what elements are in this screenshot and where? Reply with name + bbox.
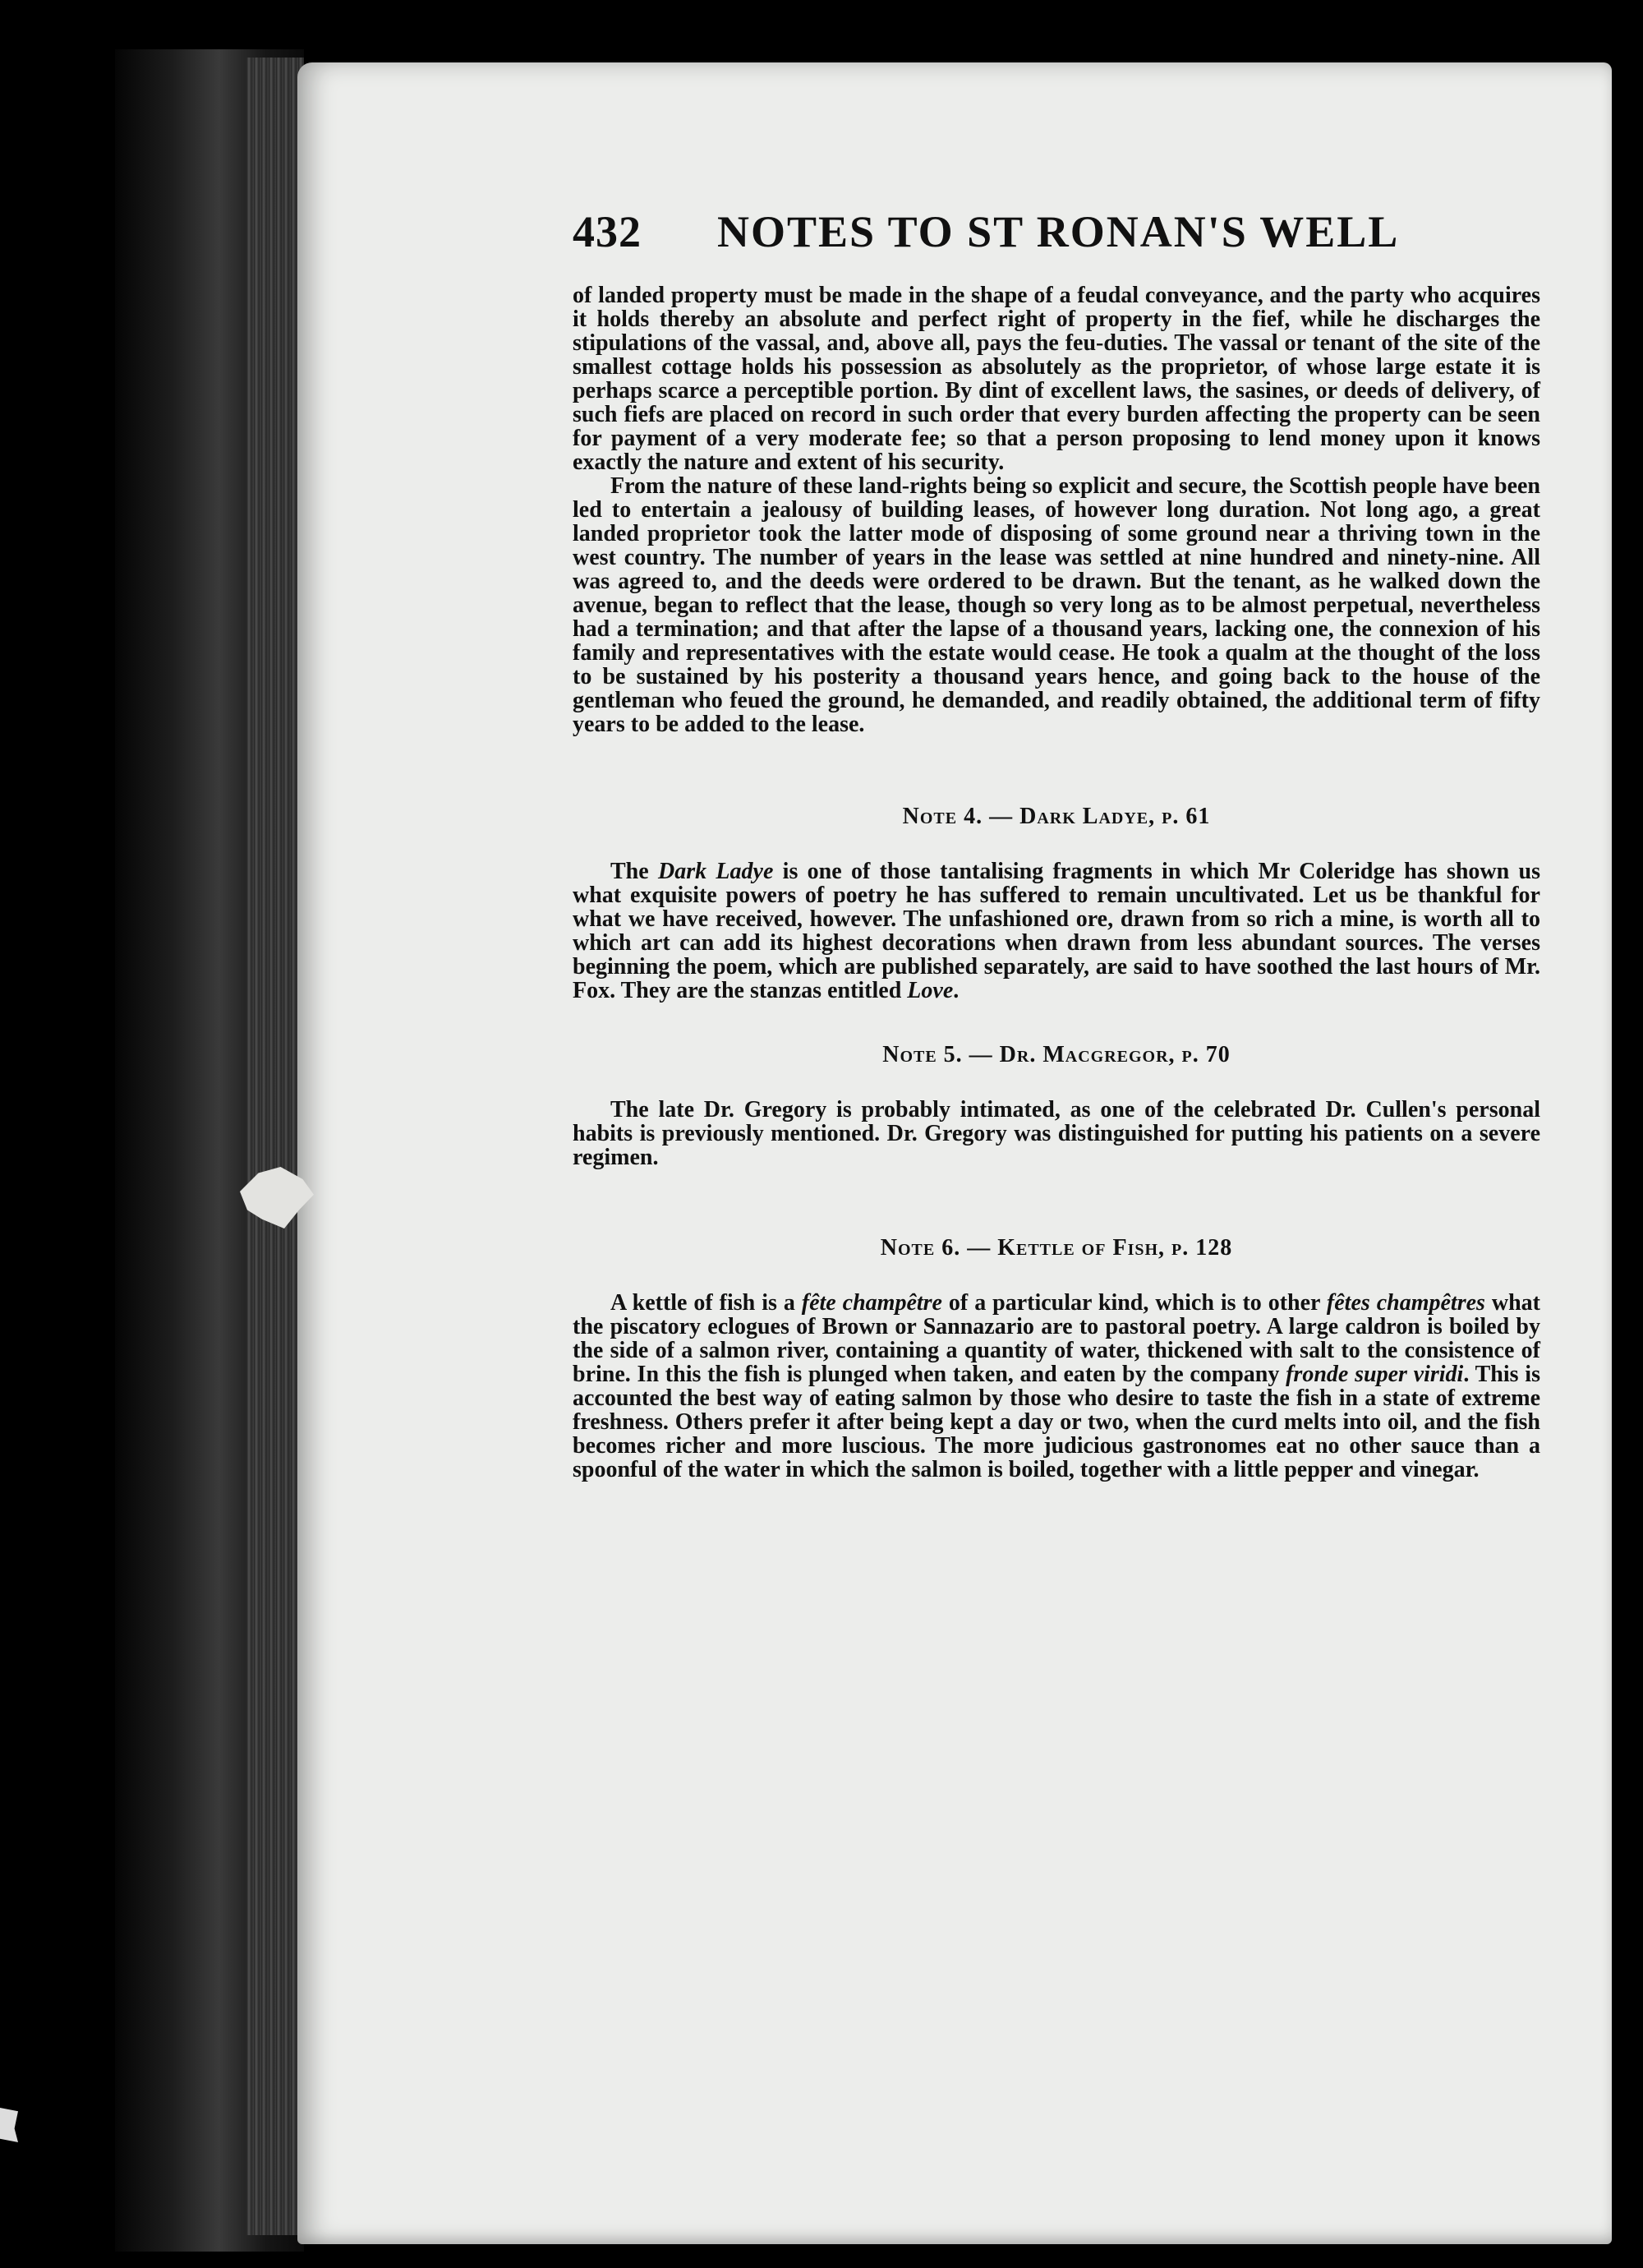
scan-artifact	[0, 2108, 18, 2142]
note-6-text	[573, 1291, 1540, 1482]
page-content	[573, 206, 1540, 1482]
note-4-italic-love: Love	[907, 978, 954, 1003]
note-6-heading: Note 6. — Kettle of Fish, p. 128	[880, 1235, 1233, 1261]
note-6-italic-fetes-champetres: fêtes champêtres	[1326, 1290, 1485, 1316]
paragraph-landed-property: of landed property must be made in the shape of a feudal conveyance, and the party who acquires it holds thereby an absolute and perfect right of property in the fief, while he discharges the stipulations of the vassal, and, above all, pays the feu-duties. The vassal or tenant of the site of the smallest cottage holds his possession as absolutely as the proprietor, of whose large estate it is perhaps scarce a perceptible portion. By dint of excellent laws, the sasines, or deeds of delivery, of such fiefs are placed on record in such order that every burden affecting the property can be seen for payment of a very moderate fee; so that a person proposing to lend money upon it knows exactly the nature and extent of his security.	[573, 283, 1540, 475]
paragraph-land-rights: From the nature of these land-rights being so explicit and secure, the Scottish people have been led to entertain a jealousy of building leases, of however long duration. Not long ago, a great landed proprietor took the latter mode of disposing of some ground near a thriving town in the west country. The number of years in the lease was settled at nine hundred and ninety-nine. All was agreed to, and the deeds were ordered to be drawn. But the tenant, as he walked down the avenue, began to reflect that the lease, though so very long as to be almost perpetual, nevertheless had a termination; and that after the lapse of a thousand years, lacking one, the connexion of his family and representatives with the estate would cease. He took a qualm at the thought of the loss to be sustained by his posterity a thousand years hence, and going back to the house of the gentleman who feued the ground, he demanded, and readily obtained, the additional term of fifty years to be added to the lease.	[573, 473, 1540, 737]
note-4-text-b: is one of those tantalising fragments in which Mr Coleridge has shown us what exquisite powers of poetry he has suffered to remain uncultivated. Let us be thankful for what we have received, however. The unfashioned ore, drawn from so rich a mine, is worth all to which art can add its highest decorations when drawn from less abundant sources. The verses beginning the poem, which are published separately, are said to have soothed the last hours of Mr. Fox. They are the stanzas entitled	[573, 859, 1540, 1003]
note-4-text	[573, 860, 1540, 1003]
page-number: 432	[573, 207, 642, 256]
note-6-text-c: what the piscatory eclogues of Brown or Sannazario are to pastoral poetry. A large caldron is boiled by the side of a salmon river, containing a quantity of water, thickened with salt to the consistence of brine. In this the fish is plunged when taken, and eaten by the company	[573, 1290, 1540, 1387]
note-6-italic-fete-champetre: fête champêtre	[801, 1290, 942, 1316]
note-6-text-d: . This is accounted the best way of eating salmon by those who desire to taste the fish in a state of extreme freshness. Others prefer it after being kept a day or two, when the curd melts into oil, and the fish becomes richer and more luscious. The more judicious gastronomes eat no other sauce than a spoonful of the water in which the salmon is boiled, together with a little pepper and vinegar.	[573, 1362, 1540, 1482]
running-head	[573, 206, 1540, 265]
page-edges	[246, 58, 304, 2235]
note-5-heading: Note 5. — Dr. Macgregor, p. 70	[882, 1042, 1231, 1067]
note-4-italic-dark-ladye: Dark Ladye	[657, 859, 774, 884]
note-4-heading: Note 4. — Dark Ladye, p. 61	[902, 804, 1211, 829]
note-4-text-c: .	[953, 978, 960, 1003]
note-5-text: The late Dr. Gregory is probably intimated, as one of the celebrated Dr. Cullen's personal habits is previously mentioned. Dr. Gregory was distinguished for putting his patients on a severe regimen.	[573, 1097, 1540, 1170]
note-4-text-a: The	[610, 859, 658, 884]
note-6-italic-fronde-super-viridi: fronde super viridi	[1286, 1362, 1464, 1387]
note-6-text-b: of a particular kind, which is to other	[941, 1290, 1327, 1316]
book-page	[297, 62, 1612, 2244]
note-6-text-a: A kettle of fish is a	[610, 1290, 802, 1316]
running-title: NOTES TO ST RONAN'S WELL	[717, 207, 1400, 256]
